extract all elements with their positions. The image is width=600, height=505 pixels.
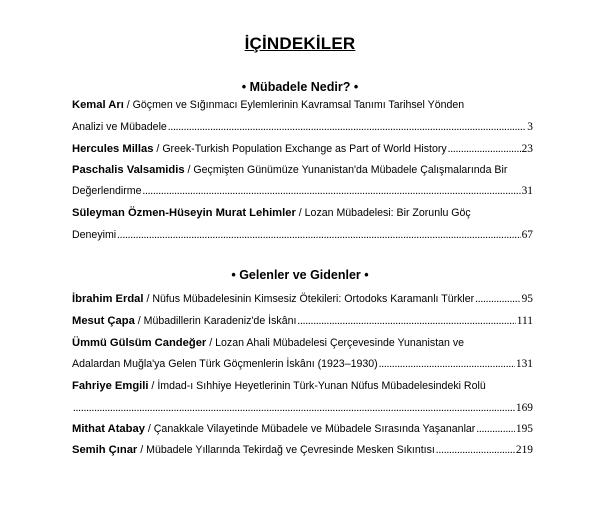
entry-page-number: 131 — [515, 358, 533, 370]
entry-page-number: 111 — [516, 315, 533, 327]
entry-author: İbrahim Erdal — [72, 293, 144, 305]
dot-leader — [475, 293, 520, 307]
entry-title-cont: Adalardan Muğla'ya Gelen Türk Göçmenlerin İskânı (1923–1930) — [72, 358, 378, 370]
entry-author: Ümmü Gülsüm Candeğer — [72, 337, 207, 349]
toc-entry-7-line-2 — [72, 357, 533, 372]
entry-author: Kemal Arı — [72, 99, 124, 111]
entry-page-number: 195 — [515, 423, 533, 435]
entry-page-number: 95 — [521, 293, 533, 305]
dot-leader — [73, 402, 515, 416]
entry-title: Lozan Mübadelesi: Bir Zorunlu Göç — [304, 207, 471, 219]
dot-leader — [168, 121, 526, 135]
entry-page-number: 219 — [515, 444, 533, 456]
entry-title-cont: Analizi ve Mübadele — [72, 121, 167, 133]
toc-entry-10: Semih Çınar / Mübadele Yıllarında Tekirdağ ve Çevresinde Mesken Sıkıntısı ..... 219 — [72, 443, 533, 458]
entry-page-number: 169 — [515, 402, 533, 414]
entry-page-number: 31 — [521, 185, 533, 197]
section-heading-2: • Gelenler ve Gidenler • — [231, 268, 369, 282]
entry-author: Süleyman Özmen-Hüseyin Murat Lehimler — [72, 207, 296, 219]
dot-leader — [117, 229, 520, 243]
page-title: İÇİNDEKİLER — [244, 34, 356, 53]
toc-entry-3-line-1: Paschalis Valsamidis / Geçmişten Günümüze Yunanistan'da Mübadele Çalışmalarında Bir — [72, 164, 508, 176]
entry-title-cont: Deneyimi — [72, 229, 117, 241]
entry-title: Lozan Ahali Mübadelesi Çerçevesinde Yunanistan ve — [215, 337, 465, 349]
toc-entry-1-line-2 — [72, 120, 533, 135]
entry-title: İmdad-ı Sıhhiye Heyetlerinin Türk-Yunan Nüfus Mübadelesindeki Rolü — [157, 380, 486, 392]
dot-leader — [297, 315, 515, 329]
entry-page-number: 23 — [521, 143, 533, 155]
entry-title: Göçmen ve Sığınmacı Eylemlerinin Kavramsal Tanımı Tarihsel Yönden — [132, 99, 465, 111]
dot-leader — [448, 143, 521, 157]
entry-title-cont: Değerlendirme — [72, 185, 142, 197]
toc-entry-3-line-2 — [72, 184, 533, 199]
entry-title: Çanakkale Vilayetinde Mübadele ve Mübadele Sırasında Yaşananlar — [153, 423, 476, 435]
toc-entry-9: Mithat Atabay / Çanakkale Vilayetinde Mübadele ve Mübadele Sırasında Yaşananlar ..... 195 — [72, 422, 533, 437]
toc-entry-4-line-1: Süleyman Özmen-Hüseyin Murat Lehimler / Lozan Mübadelesi: Bir Zorunlu Göç — [72, 207, 471, 219]
entry-page-number: 67 — [521, 229, 533, 241]
entry-title: Nüfus Mübadelesinin Kimsesiz Ötekileri: Ortodoks Karamanlı Türkler — [152, 293, 475, 305]
entry-author: Fahriye Emgili — [72, 380, 149, 392]
entry-title: Mübadele Yıllarında Tekirdağ ve Çevresinde Mesken Sıkıntısı — [146, 444, 435, 456]
entry-title: Mübadillerin Karadeniz'de İskânı — [143, 315, 297, 327]
entry-author: Mesut Çapa — [72, 315, 135, 327]
toc-entry-2: Hercules Millas / Greek-Turkish Population Exchange as Part of World History ..... 23 — [72, 142, 533, 157]
section-heading-1: • Mübadele Nedir? • — [241, 80, 359, 94]
entry-page-number: 3 — [527, 121, 533, 133]
entry-title: Greek-Turkish Population Exchange as Part of World History — [162, 143, 447, 155]
toc-entry-7-line-1: Ümmü Gülsüm Candeğer / Lozan Ahali Mübadelesi Çerçevesinde Yunanistan ve — [72, 337, 465, 349]
entry-author: Hercules Millas — [72, 143, 154, 155]
toc-entry-8-line-1: Fahriye Emgili / İmdad-ı Sıhhiye Heyetlerinin Türk-Yunan Nüfus Mübadelesindeki Rolü — [72, 380, 486, 392]
entry-author: Mithat Atabay — [72, 423, 145, 435]
dot-leader — [436, 444, 515, 458]
entry-author: Semih Çınar — [72, 444, 138, 456]
toc-entry-1-line-1: Kemal Arı / Göçmen ve Sığınmacı Eylemlerinin Kavramsal Tanımı Tarihsel Yönden — [72, 99, 465, 111]
dot-leader — [379, 358, 515, 372]
toc-entry-5: İbrahim Erdal / Nüfus Mübadelesinin Kimsesiz Ötekileri: Ortodoks Karamanlı Türkler ..... 95 — [72, 292, 533, 307]
toc-entry-8-line-2 — [72, 401, 533, 416]
toc-entry-6: Mesut Çapa / Mübadillerin Karadeniz'de İskânı ..... 111 — [72, 314, 533, 329]
dot-leader — [476, 423, 515, 437]
toc-entry-4-line-2 — [72, 228, 533, 243]
entry-author: Paschalis Valsamidis — [72, 164, 185, 176]
entry-title: Geçmişten Günümüze Yunanistan'da Mübadele Çalışmalarında Bir — [193, 164, 508, 176]
dot-leader — [142, 185, 520, 199]
